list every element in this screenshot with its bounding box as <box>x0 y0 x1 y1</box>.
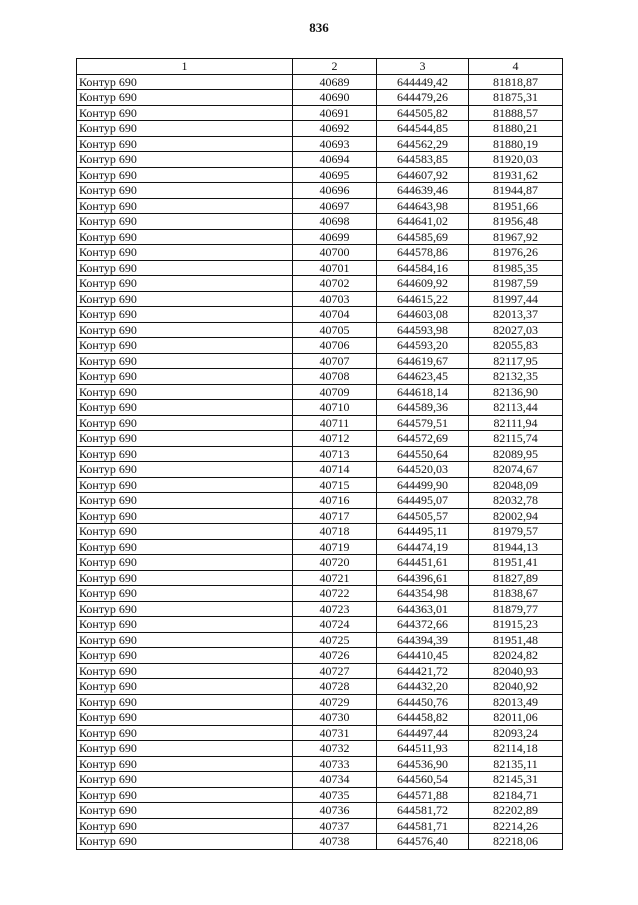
contour-name-cell: Контур 690 <box>77 803 293 819</box>
point-number-cell: 40692 <box>293 121 377 137</box>
table-row <box>77 818 563 834</box>
x-coordinate-cell: 644536,90 <box>377 756 469 772</box>
table-row <box>77 462 563 478</box>
y-coordinate-cell: 81951,48 <box>469 632 563 648</box>
page-number: 836 <box>309 20 329 35</box>
y-coordinate-cell: 82013,37 <box>469 307 563 323</box>
point-number-cell: 40691 <box>293 105 377 121</box>
table-row <box>77 198 563 214</box>
point-number-cell: 40732 <box>293 741 377 757</box>
point-number-cell: 40697 <box>293 198 377 214</box>
table-row <box>77 772 563 788</box>
x-coordinate-cell: 644593,20 <box>377 338 469 354</box>
y-coordinate-cell: 81931,62 <box>469 167 563 183</box>
contour-name-cell: Контур 690 <box>77 493 293 509</box>
contour-name-cell: Контур 690 <box>77 260 293 276</box>
x-coordinate-cell: 644410,45 <box>377 648 469 664</box>
contour-name-cell: Контур 690 <box>77 105 293 121</box>
x-coordinate-cell: 644581,71 <box>377 818 469 834</box>
point-number-cell: 40738 <box>293 834 377 850</box>
contour-name-cell: Контур 690 <box>77 756 293 772</box>
header-cell-1: 1 <box>77 59 293 75</box>
y-coordinate-cell: 82135,11 <box>469 756 563 772</box>
table-header <box>77 59 563 75</box>
table-row <box>77 152 563 168</box>
table-row <box>77 493 563 509</box>
point-number-cell: 40717 <box>293 508 377 524</box>
point-number-cell: 40736 <box>293 803 377 819</box>
table-row <box>77 524 563 540</box>
contour-name-cell: Контур 690 <box>77 415 293 431</box>
y-coordinate-cell: 82040,92 <box>469 679 563 695</box>
x-coordinate-cell: 644615,22 <box>377 291 469 307</box>
table-row <box>77 384 563 400</box>
contour-name-cell: Контур 690 <box>77 508 293 524</box>
x-coordinate-cell: 644585,69 <box>377 229 469 245</box>
contour-name-cell: Контур 690 <box>77 183 293 199</box>
y-coordinate-cell: 81888,57 <box>469 105 563 121</box>
x-coordinate-cell: 644394,39 <box>377 632 469 648</box>
y-coordinate-cell: 82027,03 <box>469 322 563 338</box>
contour-name-cell: Контур 690 <box>77 555 293 571</box>
contour-name-cell: Контур 690 <box>77 338 293 354</box>
contour-name-cell: Контур 690 <box>77 446 293 462</box>
y-coordinate-cell: 82032,78 <box>469 493 563 509</box>
table-row <box>77 369 563 385</box>
contour-name-cell: Контур 690 <box>77 632 293 648</box>
contour-name-cell: Контур 690 <box>77 90 293 106</box>
header-cell-4: 4 <box>469 59 563 75</box>
point-number-cell: 40731 <box>293 725 377 741</box>
point-number-cell: 40716 <box>293 493 377 509</box>
point-number-cell: 40701 <box>293 260 377 276</box>
table-row <box>77 291 563 307</box>
y-coordinate-cell: 82002,94 <box>469 508 563 524</box>
x-coordinate-cell: 644499,90 <box>377 477 469 493</box>
table-row <box>77 555 563 571</box>
contour-name-cell: Контур 690 <box>77 710 293 726</box>
point-number-cell: 40702 <box>293 276 377 292</box>
x-coordinate-cell: 644576,40 <box>377 834 469 850</box>
y-coordinate-cell: 81920,03 <box>469 152 563 168</box>
x-coordinate-cell: 644505,82 <box>377 105 469 121</box>
x-coordinate-cell: 644479,26 <box>377 90 469 106</box>
point-number-cell: 40712 <box>293 431 377 447</box>
y-coordinate-cell: 81915,23 <box>469 617 563 633</box>
point-number-cell: 40723 <box>293 601 377 617</box>
x-coordinate-cell: 644583,85 <box>377 152 469 168</box>
point-number-cell: 40725 <box>293 632 377 648</box>
contour-name-cell: Контур 690 <box>77 725 293 741</box>
contour-name-cell: Контур 690 <box>77 462 293 478</box>
y-coordinate-cell: 82013,49 <box>469 694 563 710</box>
x-coordinate-cell: 644550,64 <box>377 446 469 462</box>
x-coordinate-cell: 644589,36 <box>377 400 469 416</box>
point-number-cell: 40696 <box>293 183 377 199</box>
y-coordinate-cell: 82145,31 <box>469 772 563 788</box>
y-coordinate-cell: 82184,71 <box>469 787 563 803</box>
y-coordinate-cell: 81967,92 <box>469 229 563 245</box>
table-row <box>77 431 563 447</box>
y-coordinate-cell: 82048,09 <box>469 477 563 493</box>
point-number-cell: 40719 <box>293 539 377 555</box>
point-number-cell: 40695 <box>293 167 377 183</box>
x-coordinate-cell: 644495,07 <box>377 493 469 509</box>
table-row <box>77 260 563 276</box>
point-number-cell: 40729 <box>293 694 377 710</box>
x-coordinate-cell: 644639,46 <box>377 183 469 199</box>
contour-name-cell: Контур 690 <box>77 384 293 400</box>
contour-name-cell: Контур 690 <box>77 307 293 323</box>
y-coordinate-cell: 81875,31 <box>469 90 563 106</box>
table-row <box>77 663 563 679</box>
x-coordinate-cell: 644421,72 <box>377 663 469 679</box>
contour-name-cell: Контур 690 <box>77 214 293 230</box>
table-row <box>77 167 563 183</box>
y-coordinate-cell: 81827,89 <box>469 570 563 586</box>
y-coordinate-cell: 82117,95 <box>469 353 563 369</box>
y-coordinate-cell: 81979,57 <box>469 524 563 540</box>
x-coordinate-cell: 644372,66 <box>377 617 469 633</box>
table-row <box>77 105 563 121</box>
x-coordinate-cell: 644619,67 <box>377 353 469 369</box>
y-coordinate-cell: 82024,82 <box>469 648 563 664</box>
x-coordinate-cell: 644505,57 <box>377 508 469 524</box>
y-coordinate-cell: 81987,59 <box>469 276 563 292</box>
y-coordinate-cell: 81944,13 <box>469 539 563 555</box>
table-row <box>77 136 563 152</box>
contour-name-cell: Контур 690 <box>77 818 293 834</box>
y-coordinate-cell: 82214,26 <box>469 818 563 834</box>
table-row <box>77 214 563 230</box>
contour-name-cell: Контур 690 <box>77 276 293 292</box>
table-row <box>77 648 563 664</box>
point-number-cell: 40689 <box>293 74 377 90</box>
contour-name-cell: Контур 690 <box>77 431 293 447</box>
header-cell-3: 3 <box>377 59 469 75</box>
point-number-cell: 40706 <box>293 338 377 354</box>
y-coordinate-cell: 81879,77 <box>469 601 563 617</box>
table-row <box>77 400 563 416</box>
x-coordinate-cell: 644511,93 <box>377 741 469 757</box>
y-coordinate-cell: 81976,26 <box>469 245 563 261</box>
x-coordinate-cell: 644497,44 <box>377 725 469 741</box>
y-coordinate-cell: 82074,67 <box>469 462 563 478</box>
x-coordinate-cell: 644581,72 <box>377 803 469 819</box>
contour-name-cell: Контур 690 <box>77 477 293 493</box>
point-number-cell: 40711 <box>293 415 377 431</box>
contour-name-cell: Контур 690 <box>77 586 293 602</box>
x-coordinate-cell: 644363,01 <box>377 601 469 617</box>
table-row <box>77 803 563 819</box>
contour-name-cell: Контур 690 <box>77 74 293 90</box>
table-row <box>77 508 563 524</box>
contour-name-cell: Контур 690 <box>77 787 293 803</box>
y-coordinate-cell: 82115,74 <box>469 431 563 447</box>
y-coordinate-cell: 81838,67 <box>469 586 563 602</box>
y-coordinate-cell: 82132,35 <box>469 369 563 385</box>
table-row <box>77 741 563 757</box>
x-coordinate-cell: 644641,02 <box>377 214 469 230</box>
y-coordinate-cell: 82089,95 <box>469 446 563 462</box>
point-number-cell: 40708 <box>293 369 377 385</box>
x-coordinate-cell: 644451,61 <box>377 555 469 571</box>
table-row <box>77 90 563 106</box>
x-coordinate-cell: 644618,14 <box>377 384 469 400</box>
contour-name-cell: Контур 690 <box>77 198 293 214</box>
table-row <box>77 446 563 462</box>
contour-name-cell: Контур 690 <box>77 369 293 385</box>
point-number-cell: 40700 <box>293 245 377 261</box>
table-row <box>77 679 563 695</box>
header-row <box>77 59 563 75</box>
point-number-cell: 40713 <box>293 446 377 462</box>
x-coordinate-cell: 644578,86 <box>377 245 469 261</box>
x-coordinate-cell: 644520,03 <box>377 462 469 478</box>
contour-name-cell: Контур 690 <box>77 353 293 369</box>
point-number-cell: 40734 <box>293 772 377 788</box>
table-row <box>77 694 563 710</box>
x-coordinate-cell: 644607,92 <box>377 167 469 183</box>
y-coordinate-cell: 82111,94 <box>469 415 563 431</box>
table-row <box>77 74 563 90</box>
contour-name-cell: Контур 690 <box>77 322 293 338</box>
point-number-cell: 40710 <box>293 400 377 416</box>
contour-name-cell: Контур 690 <box>77 136 293 152</box>
y-coordinate-cell: 82040,93 <box>469 663 563 679</box>
point-number-cell: 40694 <box>293 152 377 168</box>
x-coordinate-cell: 644579,51 <box>377 415 469 431</box>
x-coordinate-cell: 644623,45 <box>377 369 469 385</box>
x-coordinate-cell: 644609,92 <box>377 276 469 292</box>
point-number-cell: 40727 <box>293 663 377 679</box>
contour-name-cell: Контур 690 <box>77 772 293 788</box>
coordinates-table <box>76 58 563 850</box>
contour-name-cell: Контур 690 <box>77 167 293 183</box>
table-row <box>77 353 563 369</box>
point-number-cell: 40730 <box>293 710 377 726</box>
y-coordinate-cell: 81956,48 <box>469 214 563 230</box>
y-coordinate-cell: 82055,83 <box>469 338 563 354</box>
contour-name-cell: Контур 690 <box>77 601 293 617</box>
table-row <box>77 725 563 741</box>
table-row <box>77 787 563 803</box>
x-coordinate-cell: 644474,19 <box>377 539 469 555</box>
point-number-cell: 40735 <box>293 787 377 803</box>
point-number-cell: 40690 <box>293 90 377 106</box>
x-coordinate-cell: 644571,88 <box>377 787 469 803</box>
table-row <box>77 539 563 555</box>
point-number-cell: 40718 <box>293 524 377 540</box>
contour-name-cell: Контур 690 <box>77 617 293 633</box>
y-coordinate-cell: 81951,66 <box>469 198 563 214</box>
contour-name-cell: Контур 690 <box>77 648 293 664</box>
contour-name-cell: Контур 690 <box>77 400 293 416</box>
table-row <box>77 229 563 245</box>
x-coordinate-cell: 644572,69 <box>377 431 469 447</box>
y-coordinate-cell: 82093,24 <box>469 725 563 741</box>
contour-name-cell: Контур 690 <box>77 121 293 137</box>
y-coordinate-cell: 81985,35 <box>469 260 563 276</box>
y-coordinate-cell: 82136,90 <box>469 384 563 400</box>
y-coordinate-cell: 82114,18 <box>469 741 563 757</box>
point-number-cell: 40721 <box>293 570 377 586</box>
x-coordinate-cell: 644643,98 <box>377 198 469 214</box>
x-coordinate-cell: 644495,11 <box>377 524 469 540</box>
y-coordinate-cell: 81880,19 <box>469 136 563 152</box>
table-row <box>77 477 563 493</box>
table-row <box>77 570 563 586</box>
point-number-cell: 40699 <box>293 229 377 245</box>
table-row <box>77 276 563 292</box>
contour-name-cell: Контур 690 <box>77 539 293 555</box>
table-row <box>77 710 563 726</box>
point-number-cell: 40709 <box>293 384 377 400</box>
x-coordinate-cell: 644458,82 <box>377 710 469 726</box>
x-coordinate-cell: 644593,98 <box>377 322 469 338</box>
table-row <box>77 601 563 617</box>
table-row <box>77 586 563 602</box>
table-row <box>77 322 563 338</box>
table-row <box>77 617 563 633</box>
point-number-cell: 40714 <box>293 462 377 478</box>
x-coordinate-cell: 644560,54 <box>377 772 469 788</box>
table-row <box>77 183 563 199</box>
point-number-cell: 40704 <box>293 307 377 323</box>
x-coordinate-cell: 644584,16 <box>377 260 469 276</box>
point-number-cell: 40722 <box>293 586 377 602</box>
x-coordinate-cell: 644544,85 <box>377 121 469 137</box>
point-number-cell: 40703 <box>293 291 377 307</box>
table-row <box>77 245 563 261</box>
x-coordinate-cell: 644396,61 <box>377 570 469 586</box>
point-number-cell: 40737 <box>293 818 377 834</box>
table-row <box>77 307 563 323</box>
point-number-cell: 40698 <box>293 214 377 230</box>
point-number-cell: 40705 <box>293 322 377 338</box>
contour-name-cell: Контур 690 <box>77 152 293 168</box>
x-coordinate-cell: 644354,98 <box>377 586 469 602</box>
contour-name-cell: Контур 690 <box>77 741 293 757</box>
table-row <box>77 632 563 648</box>
x-coordinate-cell: 644603,08 <box>377 307 469 323</box>
table-row <box>77 121 563 137</box>
table-row <box>77 756 563 772</box>
header-cell-2: 2 <box>293 59 377 75</box>
x-coordinate-cell: 644450,76 <box>377 694 469 710</box>
point-number-cell: 40720 <box>293 555 377 571</box>
point-number-cell: 40693 <box>293 136 377 152</box>
y-coordinate-cell: 81880,21 <box>469 121 563 137</box>
y-coordinate-cell: 82202,89 <box>469 803 563 819</box>
x-coordinate-cell: 644432,20 <box>377 679 469 695</box>
y-coordinate-cell: 81944,87 <box>469 183 563 199</box>
point-number-cell: 40715 <box>293 477 377 493</box>
contour-name-cell: Контур 690 <box>77 694 293 710</box>
point-number-cell: 40728 <box>293 679 377 695</box>
contour-name-cell: Контур 690 <box>77 291 293 307</box>
point-number-cell: 40707 <box>293 353 377 369</box>
table-body <box>77 74 563 849</box>
y-coordinate-cell: 81997,44 <box>469 291 563 307</box>
table-row <box>77 338 563 354</box>
table-row <box>77 834 563 850</box>
y-coordinate-cell: 82113,44 <box>469 400 563 416</box>
contour-name-cell: Контур 690 <box>77 570 293 586</box>
x-coordinate-cell: 644449,42 <box>377 74 469 90</box>
x-coordinate-cell: 644562,29 <box>377 136 469 152</box>
contour-name-cell: Контур 690 <box>77 834 293 850</box>
y-coordinate-cell: 82218,06 <box>469 834 563 850</box>
table-row <box>77 415 563 431</box>
contour-name-cell: Контур 690 <box>77 245 293 261</box>
point-number-cell: 40733 <box>293 756 377 772</box>
contour-name-cell: Контур 690 <box>77 229 293 245</box>
point-number-cell: 40724 <box>293 617 377 633</box>
y-coordinate-cell: 81818,87 <box>469 74 563 90</box>
y-coordinate-cell: 82011,06 <box>469 710 563 726</box>
contour-name-cell: Контур 690 <box>77 679 293 695</box>
contour-name-cell: Контур 690 <box>77 524 293 540</box>
y-coordinate-cell: 81951,41 <box>469 555 563 571</box>
contour-name-cell: Контур 690 <box>77 663 293 679</box>
point-number-cell: 40726 <box>293 648 377 664</box>
